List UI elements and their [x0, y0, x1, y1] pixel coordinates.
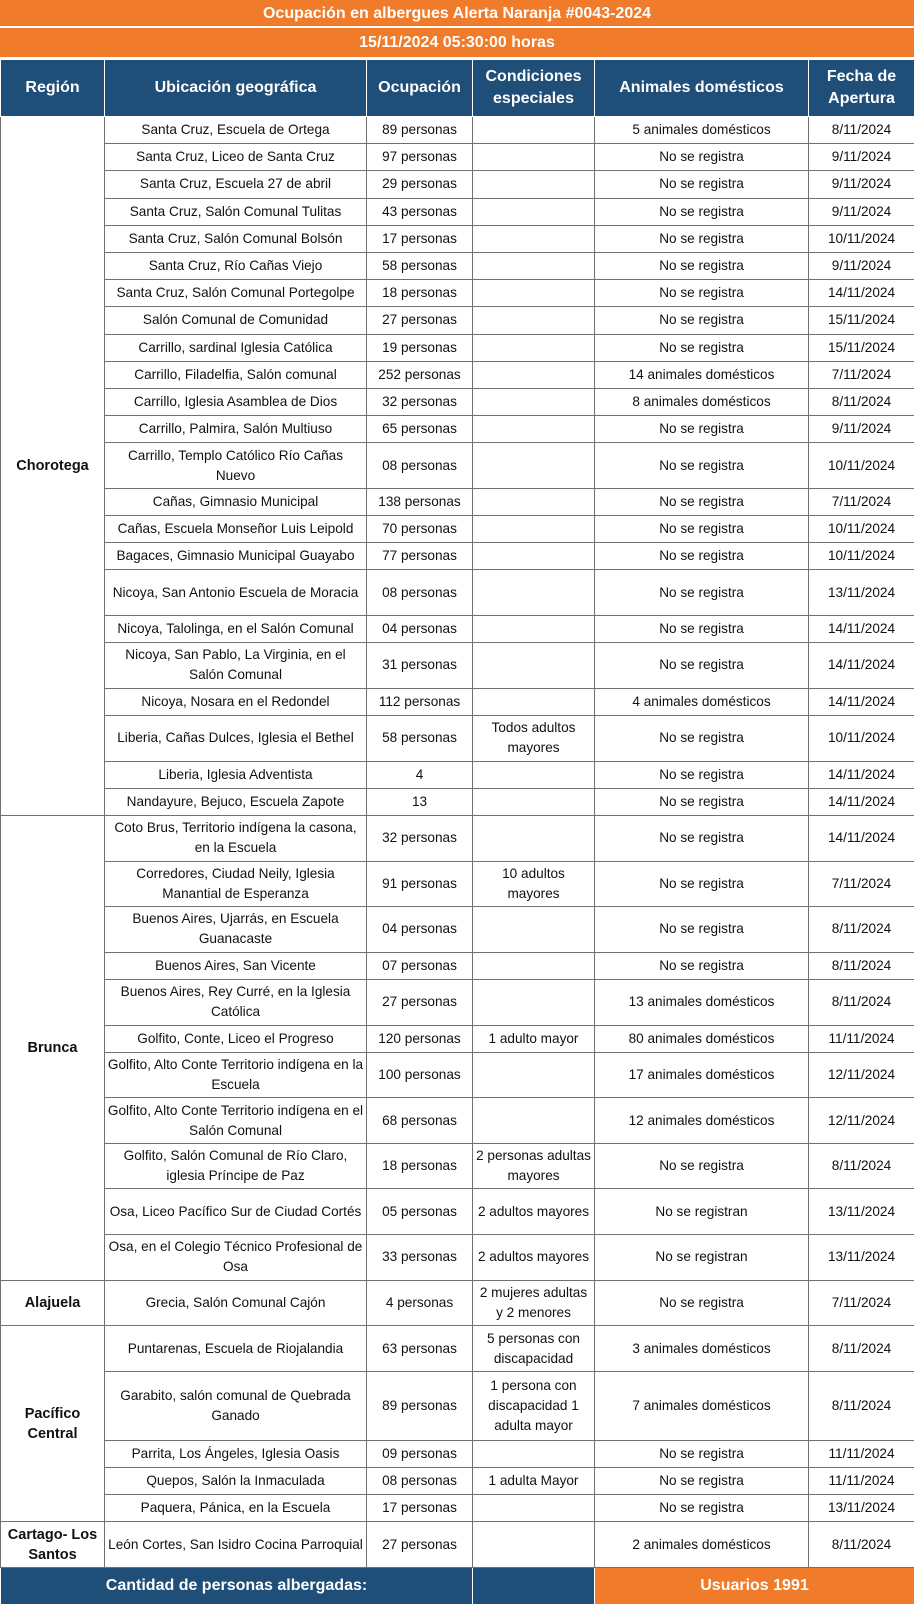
- cell-location: Carrillo, Templo Católico Río Cañas Nuevo: [105, 443, 367, 489]
- table-row: [1, 443, 914, 489]
- table-row: [1, 1025, 914, 1052]
- cell-conditions: 2 mujeres adultas y 2 menores: [473, 1280, 595, 1326]
- cell-opened-date: 8/11/2024: [809, 117, 914, 144]
- cell-conditions: [473, 488, 595, 515]
- cell-conditions: [473, 643, 595, 689]
- cell-location: Buenos Aires, Rey Curré, en la Iglesia Católica: [105, 979, 367, 1025]
- cell-location: Golfito, Alto Conte Territorio indígena en el Salón Comunal: [105, 1098, 367, 1144]
- cell-conditions: [473, 443, 595, 489]
- cell-occupancy: 77 personas: [367, 543, 473, 570]
- region-cell: Chorotega: [1, 117, 105, 816]
- region-cell: Cartago- Los Santos: [1, 1522, 105, 1568]
- cell-opened-date: 9/11/2024: [809, 171, 914, 198]
- cell-conditions: [473, 543, 595, 570]
- cell-occupancy: 18 personas: [367, 1143, 473, 1189]
- cell-occupancy: 65 personas: [367, 416, 473, 443]
- cell-conditions: [473, 516, 595, 543]
- cell-conditions: [473, 952, 595, 979]
- table-row: [1, 252, 914, 279]
- cell-occupancy: 27 personas: [367, 307, 473, 334]
- cell-animals: No se registra: [595, 488, 809, 515]
- cell-occupancy: 27 personas: [367, 1522, 473, 1568]
- report-timestamp: 15/11/2024 05:30:00 horas: [0, 28, 914, 59]
- cell-opened-date: 9/11/2024: [809, 198, 914, 225]
- cell-conditions: [473, 171, 595, 198]
- cell-location: Salón Comunal de Comunidad: [105, 307, 367, 334]
- cell-animals: No se registra: [595, 543, 809, 570]
- header-region: Región: [1, 60, 105, 117]
- table-row: [1, 1495, 914, 1522]
- cell-location: Santa Cruz, Escuela de Ortega: [105, 117, 367, 144]
- cell-opened-date: 11/11/2024: [809, 1025, 914, 1052]
- table-row: [1, 1235, 914, 1281]
- table-body: [1, 117, 914, 1568]
- cell-conditions: 5 personas con discapacidad: [473, 1326, 595, 1372]
- cell-opened-date: 13/11/2024: [809, 1495, 914, 1522]
- cell-conditions: Todos adultos mayores: [473, 715, 595, 761]
- cell-location: Osa, en el Colegio Técnico Profesional de Osa: [105, 1235, 367, 1281]
- cell-location: Grecia, Salón Comunal Cajón: [105, 1280, 367, 1326]
- cell-conditions: [473, 225, 595, 252]
- cell-opened-date: 10/11/2024: [809, 715, 914, 761]
- cell-location: Carrillo, Palmira, Salón Multiuso: [105, 416, 367, 443]
- cell-opened-date: 8/11/2024: [809, 1326, 914, 1372]
- table-row: [1, 1326, 914, 1372]
- cell-location: Santa Cruz, Salón Comunal Portegolpe: [105, 280, 367, 307]
- cell-conditions: [473, 416, 595, 443]
- cell-opened-date: 8/11/2024: [809, 952, 914, 979]
- cell-opened-date: 8/11/2024: [809, 1522, 914, 1568]
- cell-occupancy: 138 personas: [367, 488, 473, 515]
- cell-occupancy: 09 personas: [367, 1440, 473, 1467]
- cell-opened-date: 8/11/2024: [809, 1371, 914, 1440]
- cell-occupancy: 13: [367, 788, 473, 815]
- table-row: [1, 1280, 914, 1326]
- cell-occupancy: 4: [367, 761, 473, 788]
- cell-conditions: [473, 307, 595, 334]
- header-opened: Fecha de Apertura: [809, 60, 914, 117]
- table-row: [1, 788, 914, 815]
- cell-animals: 2 animales domésticos: [595, 1522, 809, 1568]
- table-row: [1, 334, 914, 361]
- cell-occupancy: 120 personas: [367, 1025, 473, 1052]
- cell-occupancy: 18 personas: [367, 280, 473, 307]
- cell-opened-date: 10/11/2024: [809, 543, 914, 570]
- cell-animals: 13 animales domésticos: [595, 979, 809, 1025]
- table-row: [1, 1143, 914, 1189]
- cell-opened-date: 14/11/2024: [809, 815, 914, 861]
- cell-opened-date: 8/11/2024: [809, 907, 914, 953]
- cell-opened-date: 9/11/2024: [809, 252, 914, 279]
- cell-occupancy: 68 personas: [367, 1098, 473, 1144]
- cell-location: Nicoya, San Antonio Escuela de Moracia: [105, 570, 367, 616]
- cell-conditions: [473, 198, 595, 225]
- cell-opened-date: 10/11/2024: [809, 225, 914, 252]
- cell-opened-date: 7/11/2024: [809, 361, 914, 388]
- cell-location: Cañas, Gimnasio Municipal: [105, 488, 367, 515]
- cell-animals: 5 animales domésticos: [595, 117, 809, 144]
- header-animals: Animales domésticos: [595, 60, 809, 117]
- cell-location: Puntarenas, Escuela de Riojalandia: [105, 1326, 367, 1372]
- table-row: [1, 416, 914, 443]
- cell-occupancy: 04 personas: [367, 616, 473, 643]
- cell-conditions: [473, 979, 595, 1025]
- cell-animals: No se registra: [595, 861, 809, 907]
- cell-opened-date: 11/11/2024: [809, 1468, 914, 1495]
- region-cell: Brunca: [1, 815, 105, 1280]
- footer-total: Usuarios 1991: [595, 1568, 914, 1605]
- cell-conditions: [473, 570, 595, 616]
- table-row: [1, 117, 914, 144]
- cell-animals: No se registra: [595, 334, 809, 361]
- cell-conditions: 1 adulta Mayor: [473, 1468, 595, 1495]
- cell-opened-date: 13/11/2024: [809, 1235, 914, 1281]
- table-row: [1, 616, 914, 643]
- cell-opened-date: 7/11/2024: [809, 1280, 914, 1326]
- table-row: [1, 1052, 914, 1098]
- cell-location: Santa Cruz, Río Cañas Viejo: [105, 252, 367, 279]
- cell-occupancy: 05 personas: [367, 1189, 473, 1235]
- cell-opened-date: 7/11/2024: [809, 861, 914, 907]
- cell-occupancy: 17 personas: [367, 1495, 473, 1522]
- cell-animals: No se registra: [595, 1280, 809, 1326]
- cell-animals: No se registra: [595, 307, 809, 334]
- cell-location: Santa Cruz, Salón Comunal Bolsón: [105, 225, 367, 252]
- table-row: [1, 1440, 914, 1467]
- cell-location: Buenos Aires, San Vicente: [105, 952, 367, 979]
- cell-location: Golfito, Conte, Liceo el Progreso: [105, 1025, 367, 1052]
- footer-label: Cantidad de personas albergadas:: [1, 1568, 473, 1605]
- cell-animals: 14 animales domésticos: [595, 361, 809, 388]
- cell-location: Nandayure, Bejuco, Escuela Zapote: [105, 788, 367, 815]
- cell-occupancy: 97 personas: [367, 144, 473, 171]
- cell-opened-date: 7/11/2024: [809, 488, 914, 515]
- cell-animals: No se registra: [595, 516, 809, 543]
- cell-location: Quepos, Salón la Inmaculada: [105, 1468, 367, 1495]
- cell-location: Santa Cruz, Escuela 27 de abril: [105, 171, 367, 198]
- cell-occupancy: 91 personas: [367, 861, 473, 907]
- header-conditions: Condiciones especiales: [473, 60, 595, 117]
- table-row: [1, 280, 914, 307]
- cell-opened-date: 9/11/2024: [809, 416, 914, 443]
- cell-animals: 17 animales domésticos: [595, 1052, 809, 1098]
- cell-animals: 7 animales domésticos: [595, 1371, 809, 1440]
- table-row: [1, 307, 914, 334]
- cell-conditions: [473, 117, 595, 144]
- cell-conditions: [473, 1098, 595, 1144]
- cell-opened-date: 15/11/2024: [809, 334, 914, 361]
- table-row: [1, 815, 914, 861]
- cell-conditions: [473, 1495, 595, 1522]
- cell-opened-date: 15/11/2024: [809, 307, 914, 334]
- cell-occupancy: 29 personas: [367, 171, 473, 198]
- cell-location: Carrillo, Iglesia Asamblea de Dios: [105, 388, 367, 415]
- table-row: [1, 643, 914, 689]
- cell-animals: No se registra: [595, 1440, 809, 1467]
- cell-opened-date: 14/11/2024: [809, 280, 914, 307]
- cell-animals: No se registra: [595, 1495, 809, 1522]
- table-row: [1, 688, 914, 715]
- cell-location: Santa Cruz, Salón Comunal Tulitas: [105, 198, 367, 225]
- table-row: [1, 388, 914, 415]
- cell-occupancy: 252 personas: [367, 361, 473, 388]
- table-row: [1, 543, 914, 570]
- cell-conditions: [473, 388, 595, 415]
- cell-occupancy: 27 personas: [367, 979, 473, 1025]
- cell-location: Parrita, Los Ángeles, Iglesia Oasis: [105, 1440, 367, 1467]
- cell-opened-date: 13/11/2024: [809, 570, 914, 616]
- table-row: [1, 144, 914, 171]
- cell-animals: No se registra: [595, 643, 809, 689]
- cell-location: Liberia, Iglesia Adventista: [105, 761, 367, 788]
- cell-location: Nicoya, San Pablo, La Virginia, en el Salón Comunal: [105, 643, 367, 689]
- cell-location: Carrillo, Filadelfia, Salón comunal: [105, 361, 367, 388]
- cell-occupancy: 58 personas: [367, 252, 473, 279]
- cell-conditions: [473, 907, 595, 953]
- table-row: [1, 570, 914, 616]
- shelter-table: [0, 59, 914, 1605]
- cell-opened-date: 8/11/2024: [809, 1143, 914, 1189]
- cell-animals: No se registra: [595, 815, 809, 861]
- cell-location: Santa Cruz, Liceo de Santa Cruz: [105, 144, 367, 171]
- report-title: Ocupación en albergues Alerta Naranja #0043-2024: [0, 0, 914, 28]
- cell-opened-date: 8/11/2024: [809, 388, 914, 415]
- cell-occupancy: 70 personas: [367, 516, 473, 543]
- cell-conditions: [473, 361, 595, 388]
- cell-location: Osa, Liceo Pacífico Sur de Ciudad Cortés: [105, 1189, 367, 1235]
- region-cell: Pacífico Central: [1, 1326, 105, 1522]
- cell-conditions: 1 adulto mayor: [473, 1025, 595, 1052]
- footer-blank: [473, 1568, 595, 1605]
- cell-occupancy: 32 personas: [367, 815, 473, 861]
- cell-animals: No se registra: [595, 715, 809, 761]
- table-row: [1, 1468, 914, 1495]
- cell-opened-date: 13/11/2024: [809, 1189, 914, 1235]
- cell-animals: No se registra: [595, 761, 809, 788]
- table-row: [1, 952, 914, 979]
- cell-conditions: [473, 1052, 595, 1098]
- cell-animals: No se registra: [595, 416, 809, 443]
- cell-animals: No se registra: [595, 252, 809, 279]
- table-row: [1, 1098, 914, 1144]
- cell-occupancy: 89 personas: [367, 1371, 473, 1440]
- cell-animals: 8 animales domésticos: [595, 388, 809, 415]
- cell-opened-date: 9/11/2024: [809, 144, 914, 171]
- table-row: [1, 907, 914, 953]
- table-row: [1, 861, 914, 907]
- table-row: [1, 1189, 914, 1235]
- cell-occupancy: 08 personas: [367, 570, 473, 616]
- footer-row: [1, 1568, 914, 1605]
- cell-location: Golfito, Salón Comunal de Río Claro, iglesia Príncipe de Paz: [105, 1143, 367, 1189]
- cell-occupancy: 04 personas: [367, 907, 473, 953]
- header-location: Ubicación geográfica: [105, 60, 367, 117]
- table-row: [1, 488, 914, 515]
- cell-location: Buenos Aires, Ujarrás, en Escuela Guanacaste: [105, 907, 367, 953]
- cell-location: Golfito, Alto Conte Territorio indígena en la Escuela: [105, 1052, 367, 1098]
- table-row: [1, 761, 914, 788]
- table-row: [1, 516, 914, 543]
- cell-opened-date: 14/11/2024: [809, 643, 914, 689]
- cell-conditions: [473, 616, 595, 643]
- cell-occupancy: 32 personas: [367, 388, 473, 415]
- cell-occupancy: 43 personas: [367, 198, 473, 225]
- cell-opened-date: 11/11/2024: [809, 1440, 914, 1467]
- cell-animals: No se registra: [595, 443, 809, 489]
- cell-animals: No se registra: [595, 788, 809, 815]
- cell-location: Coto Brus, Territorio indígena la casona, en la Escuela: [105, 815, 367, 861]
- cell-conditions: [473, 280, 595, 307]
- header-row: [1, 60, 914, 117]
- cell-animals: No se registra: [595, 171, 809, 198]
- table-row: [1, 715, 914, 761]
- cell-animals: No se registra: [595, 952, 809, 979]
- cell-animals: No se registra: [595, 907, 809, 953]
- cell-conditions: 2 adultos mayores: [473, 1235, 595, 1281]
- cell-location: Bagaces, Gimnasio Municipal Guayabo: [105, 543, 367, 570]
- cell-conditions: [473, 334, 595, 361]
- cell-location: Garabito, salón comunal de Quebrada Ganado: [105, 1371, 367, 1440]
- cell-opened-date: 10/11/2024: [809, 516, 914, 543]
- cell-animals: No se registran: [595, 1235, 809, 1281]
- cell-conditions: [473, 815, 595, 861]
- cell-animals: No se registran: [595, 1189, 809, 1235]
- cell-location: Cañas, Escuela Monseñor Luis Leipold: [105, 516, 367, 543]
- table-row: [1, 171, 914, 198]
- header-occupancy: Ocupación: [367, 60, 473, 117]
- cell-opened-date: 10/11/2024: [809, 443, 914, 489]
- cell-conditions: 2 personas adultas mayores: [473, 1143, 595, 1189]
- cell-opened-date: 12/11/2024: [809, 1052, 914, 1098]
- cell-conditions: [473, 1522, 595, 1568]
- cell-location: Nicoya, Talolinga, en el Salón Comunal: [105, 616, 367, 643]
- cell-animals: No se registra: [595, 616, 809, 643]
- cell-conditions: 1 persona con discapacidad 1 adulta mayor: [473, 1371, 595, 1440]
- cell-occupancy: 19 personas: [367, 334, 473, 361]
- cell-animals: No se registra: [595, 1143, 809, 1189]
- cell-occupancy: 58 personas: [367, 715, 473, 761]
- cell-occupancy: 100 personas: [367, 1052, 473, 1098]
- cell-opened-date: 14/11/2024: [809, 761, 914, 788]
- cell-animals: No se registra: [595, 198, 809, 225]
- cell-animals: 3 animales domésticos: [595, 1326, 809, 1372]
- cell-conditions: [473, 1440, 595, 1467]
- cell-animals: No se registra: [595, 1468, 809, 1495]
- cell-occupancy: 08 personas: [367, 443, 473, 489]
- table-row: [1, 1522, 914, 1568]
- cell-location: Carrillo, sardinal Iglesia Católica: [105, 334, 367, 361]
- cell-occupancy: 33 personas: [367, 1235, 473, 1281]
- cell-conditions: 2 adultos mayores: [473, 1189, 595, 1235]
- cell-occupancy: 08 personas: [367, 1468, 473, 1495]
- cell-animals: 12 animales domésticos: [595, 1098, 809, 1144]
- cell-opened-date: 8/11/2024: [809, 979, 914, 1025]
- cell-location: Corredores, Ciudad Neily, Iglesia Manantial de Esperanza: [105, 861, 367, 907]
- cell-occupancy: 89 personas: [367, 117, 473, 144]
- cell-animals: 80 animales domésticos: [595, 1025, 809, 1052]
- cell-animals: No se registra: [595, 570, 809, 616]
- cell-animals: 4 animales domésticos: [595, 688, 809, 715]
- cell-animals: No se registra: [595, 225, 809, 252]
- cell-conditions: [473, 252, 595, 279]
- cell-occupancy: 4 personas: [367, 1280, 473, 1326]
- cell-conditions: [473, 144, 595, 171]
- cell-location: Liberia, Cañas Dulces, Iglesia el Bethel: [105, 715, 367, 761]
- cell-animals: No se registra: [595, 280, 809, 307]
- table-row: [1, 361, 914, 388]
- cell-occupancy: 31 personas: [367, 643, 473, 689]
- cell-occupancy: 63 personas: [367, 1326, 473, 1372]
- table-row: [1, 979, 914, 1025]
- cell-conditions: [473, 688, 595, 715]
- cell-location: Nicoya, Nosara en el Redondel: [105, 688, 367, 715]
- cell-opened-date: 14/11/2024: [809, 788, 914, 815]
- cell-occupancy: 112 personas: [367, 688, 473, 715]
- table-row: [1, 225, 914, 252]
- cell-conditions: [473, 761, 595, 788]
- cell-location: León Cortes, San Isidro Cocina Parroquial: [105, 1522, 367, 1568]
- cell-conditions: 10 adultos mayores: [473, 861, 595, 907]
- cell-opened-date: 12/11/2024: [809, 1098, 914, 1144]
- cell-animals: No se registra: [595, 144, 809, 171]
- cell-opened-date: 14/11/2024: [809, 688, 914, 715]
- cell-opened-date: 14/11/2024: [809, 616, 914, 643]
- region-cell: Alajuela: [1, 1280, 105, 1326]
- table-row: [1, 1371, 914, 1440]
- cell-location: Paquera, Pánica, en la Escuela: [105, 1495, 367, 1522]
- cell-occupancy: 17 personas: [367, 225, 473, 252]
- table-row: [1, 198, 914, 225]
- cell-occupancy: 07 personas: [367, 952, 473, 979]
- cell-conditions: [473, 788, 595, 815]
